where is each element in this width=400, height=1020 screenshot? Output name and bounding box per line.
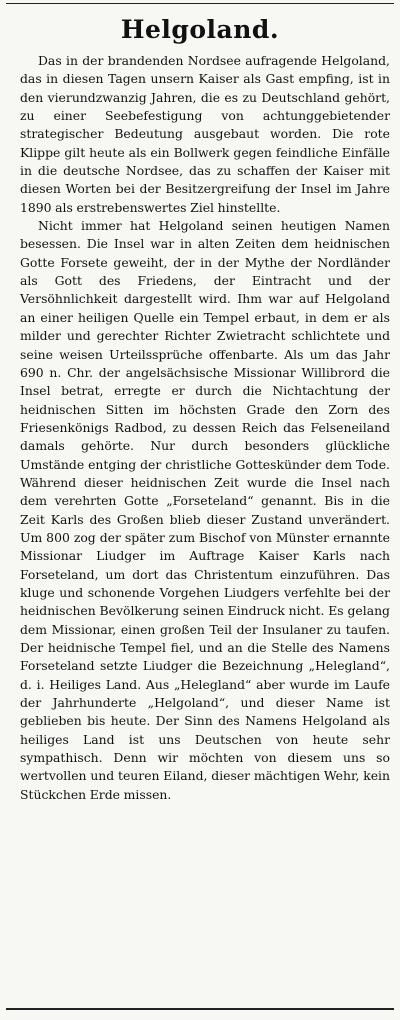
paragraph-2: Nicht immer hat Helgoland seinen heutigen Namen besessen. Die Insel war in alten Zeiten dem heidnischen Gotte Forsete geweiht, der in der Mythe der Nordländer als Gott des Friedens, der Eintracht und der Versöhnlichkeit dargestellt wird. Ihm war auf Helgoland an einer heiligen Quelle ein Tempel erbaut, in dem er als milder und gerechter Richter Zwietracht schlichtete und seine weisen Urteilssprüche offenbarte. Als um das Jahr 690 n. Chr. der angelsächsische Missionar Willibrord die Insel betrat, erregte er durch die Nichtachtung der heidnischen Sitten im höchsten Grade den Zorn des Friesenkönigs Radbod, zu dessen Reich das Felseneiland damals gehörte. Nur durch besonders glückliche Umstände entging der christliche Gotteskünder dem Tode. Während dieser heidnischen Zeit wurde die Insel nach dem verehrten Gotte „Forseteland“ genannt. Bis in die Zeit Karls des Großen blieb dieser Zustand unverändert. Um 800 zog der später zum Bischof von Münster ernannte Missionar Liudger im Auftrage Kaiser Karls nach Forseteland, um dort das Christentum einzuführen. Das kluge und schonende Vorgehen Liudgers verfehlte bei der heidnischen Bevölkerung seinen Eindruck nicht. Es gelang dem Missionar, einen großen Teil der Insulaner zu taufen. Der heidnische Tempel fiel, und an die Stelle des Namens Forseteland setzte Liudger die Bezeichnung „Helegland“, d. i. Heiliges Land. Aus „Helegland“ aber wurde im Laufe der Jahrhunderte „Helgoland“, und dieser Name ist geblieben bis heute. Der Sinn des Namens Helgoland als heiliges Land ist uns Deutschen von heute sehr sympathisch. Denn wir möchten von diesem uns so wertvollen und teuren Eiland, dieser mächtigen Wehr, kein Stückchen Erde missen. bbox=[20, 218, 390, 802]
article-body bbox=[20, 52, 390, 804]
bottom-rule bbox=[6, 1008, 394, 1010]
top-rule bbox=[6, 3, 394, 4]
paragraph-1: Das in der brandenden Nordsee aufragende Helgoland, das in diesen Tagen unsern Kaiser als Gast empfing, ist in den vierundzwanzig Jahren, die es zu Deutschland gehört, zu einer Seebefestigung von achtunggebietender strategischer Bedeutung ausgebaut worden. Die rote Klippe gilt heute als ein Bollwerk gegen feindliche Einfälle in die deutsche Nordsee, das zu schaffen der Kaiser mit diesen Worten bei der Besitzergreifung der Insel im Jahre 1890 als erstrebenswertes Ziel hinstellte. bbox=[20, 53, 390, 215]
article-title: Helgoland. bbox=[120, 15, 280, 44]
